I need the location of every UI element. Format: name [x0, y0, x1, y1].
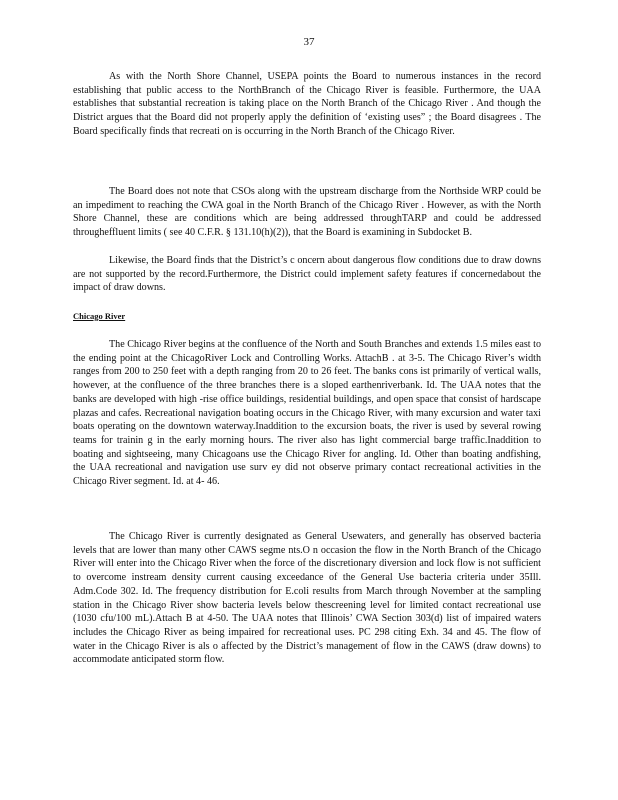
paragraph-draw-downs: Likewise, the Board finds that the District’s c oncern about dangerous flow conditions due to draw downs are not supported by the record.Furthermore, the District could implement safety features if concernedabout the impact of draw downs.: [73, 255, 541, 294]
paragraph-north-branch-access: As with the North Shore Channel, USEPA points the Board to numerous instances in the record establishing that public access to the NorthBranch of the Chicago River is feasible. Furthermore, the UAA establishes that substantial recreation is taking place on the North Branch of the Chicago River . And though the District argues that the Board did not properly apply the definition of ‘existing uses” ; the Board disagrees . The Board specifically finds that recreati on is occurring in the North Branch of the Chicago River.: [73, 71, 541, 137]
paragraph-cso-impediment: The Board does not note that CSOs along with the upstream discharge from the Northside WRP could be an impediment to reaching the CWA goal in the North Branch of the Chicago River . However, as with the North Shore Channel, these are conditions which are being addressed throughTARP and could be addressed througheffluent limits ( see 40 C.F.R. § 131.10(h)(2)), that the Board is examining in Subdocket B.: [73, 186, 541, 239]
paragraph-chicago-river-bacteria: The Chicago River is currently designated as General Usewaters, and generally has observed bacteria levels that are lower than many other CAWS segme nts.O n occasion the flow in the North Branch of the Chicago River will enter into the Chicago River when the force of the discretionary diversion and lock flow is not sufficient to overcome instream density current causing exceedance of the General Use bacteria criteria under 35Ill. Adm.Code 302. Id. The frequency distribution for E.coli results from March through November at the sampling station in the Chicago River show bacteria levels below thescreening level for limited contact recreational use (1030 cfu/100 mL).Attach B at 4-50. The UAA notes that Illinois’ CWA Section 303(d) list of impaired waters includes the Chicago River as being impaired for recreational uses. PC 298 citing Exh. 34 and 45. The flow of water in the Chicago River is als o affected by the District’s management of flow in the CAWS (draw downs) to accommodate anticipated storm flow.: [73, 531, 541, 666]
section-heading-chicago-river: Chicago River: [73, 311, 126, 321]
page-number: 37: [303, 36, 315, 48]
paragraph-chicago-river-description: The Chicago River begins at the confluence of the North and South Branches and extends 1.5 miles east to the ending point at the ChicagoRiver Lock and Controlling Works. AttachB . at 3-5. The Chicago River’s width ranges from 200 to 250 feet with a depth ranging from 20 to 26 feet. The banks cons ist primarily of vertical walls, however, at the confluence of the three branches there is a sloped earthenriverbank. Id. The UAA notes that the banks are developed with high -rise office buildings, residential buildings, and open space that consist of hardscape plazas and cafes. Recreational navigation boating occurs in the Chicago River, with many excursion and water taxi boats operating on the downtown waterway.Inaddition to the excursion boats, the river is used by several rowing teams for trainin g in the early morning hours. The river also has light commercial barge traffic.Inaddition to boating and sightseeing, many Chicagoans use the Chicago River for angling. Id. Other than boating andfishing, the UAA recreational and navigation use surv ey did not observe primary contact recreational activities in the Chicago River segment. Id. at 4- 46.: [73, 339, 541, 488]
